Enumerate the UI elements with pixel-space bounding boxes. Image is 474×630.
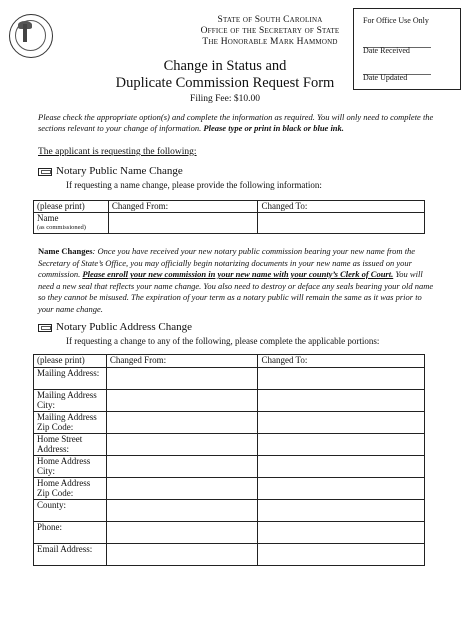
name-changes-lead: Name Changes [38,246,93,256]
title-line-2: Duplicate Commission Request Form [115,75,335,91]
row-label-line-2: Zip Code: [37,422,74,432]
applicant-label: The applicant is requesting the following: [38,147,197,157]
row-label-line-1: County: [37,500,67,510]
name-changed-from-field[interactable] [108,213,258,234]
table-row [34,368,425,390]
address-change-checkbox[interactable] [38,324,52,332]
row-label-line-1: Mailing Address [37,412,97,422]
name-change-heading: Notary Public Name Change [56,165,183,177]
name-change-table [33,200,425,234]
name-changes-text-2: You will need a new seal that reflects your name change. You also need to destroy or deface any seals bearing your old name so they cannot be misused. The expiration of your term as a notary public will remain the same as it was prior to your name change. [38,269,434,314]
changed-from-field[interactable] [106,412,258,434]
name-col-header: Changed From: [108,201,258,213]
row-label-line-1: Home Address [37,478,91,488]
changed-from-field[interactable] [106,434,258,456]
changed-from-field[interactable] [106,390,258,412]
table-row [34,456,425,478]
agency-line-1: State of South Carolina [217,15,323,25]
row-label [34,478,107,500]
date-received-label: Date Received [363,46,410,55]
address-table-header-row [34,355,425,368]
changed-from-field[interactable] [106,478,258,500]
name-change-instruction: If requesting a name change, please provide the following information: [66,180,322,190]
state-seal [9,14,53,58]
row-label [34,456,107,478]
row-label [34,390,107,412]
row-label-line-2: Zip Code: [37,488,74,498]
table-row [34,390,425,412]
changed-to-field[interactable] [258,500,425,522]
row-label-line-2: City: [37,466,56,476]
changed-to-field[interactable] [258,390,425,412]
address-col-header: (please print) [34,355,107,368]
changed-to-field[interactable] [258,434,425,456]
changed-to-field[interactable] [258,412,425,434]
table-row [34,478,425,500]
name-changes-text-1: : Once you have received your new notary public commission bearing your new name from the Secretary of State’s Office, you may officially begin notarizing documents in your new name as issued on your commission. [38,246,416,279]
changed-to-field[interactable] [258,544,425,566]
name-col-header: Changed To: [258,201,425,213]
name-col-header: (please print) [34,201,109,213]
table-row [34,522,425,544]
changed-to-field[interactable] [258,368,425,390]
changed-from-field[interactable] [106,456,258,478]
changed-from-field[interactable] [106,522,258,544]
row-label [34,500,107,522]
row-label-line-2: Address: [37,444,69,454]
row-label-line-1: Phone: [37,522,63,532]
changed-from-field[interactable] [106,500,258,522]
office-use-heading: For Office Use Only [363,16,429,25]
name-table-header-row [34,201,425,213]
agency-line-2: Office of the Secretary of State [200,26,340,36]
name-row-label [34,213,109,234]
intro-ink-note: Please type or print in black or blue ink. [203,123,344,133]
name-changes-note [38,246,438,315]
table-row [34,434,425,456]
row-label [34,522,107,544]
address-change-instruction: If requesting a change to any of the following, please complete the applicable portions: [66,336,380,346]
row-label-line-1: Email Address: [37,544,93,554]
table-row [34,500,425,522]
table-row [34,412,425,434]
date-updated-label: Date Updated [363,73,408,82]
name-changed-to-field[interactable] [258,213,425,234]
row-label-line-2: City: [37,400,56,410]
form-title [95,58,355,92]
row-label-line-1: Home Address [37,456,91,466]
name-label: Name [37,213,59,223]
row-label [34,412,107,434]
filing-fee: Filing Fee: $10.00 [190,94,260,104]
name-changes-underlined: Please enroll your new commission in your new name with your county’s Clerk of Court. [82,269,394,279]
changed-to-field[interactable] [258,522,425,544]
office-use-box [353,8,461,90]
changed-from-field[interactable] [106,368,258,390]
row-label-line-1: Mailing Address: [37,368,100,378]
agency-header [170,15,370,48]
name-sublabel: (as commissioned) [37,224,86,231]
intro-instructions [38,112,438,134]
changed-to-field[interactable] [258,478,425,500]
intro-text: Please check the appropriate option(s) and complete the information as required. You will only need to complete the sections relevant to your change of information. [38,112,434,133]
changed-to-field[interactable] [258,456,425,478]
address-col-header: Changed From: [106,355,258,368]
agency-line-3: The Honorable Mark Hammond [202,37,338,47]
name-change-checkbox[interactable] [38,168,52,176]
changed-from-field[interactable] [106,544,258,566]
address-col-header: Changed To: [258,355,425,368]
row-label-line-1: Mailing Address [37,390,97,400]
row-label [34,368,107,390]
title-line-1: Change in Status and [163,58,287,74]
row-label [34,434,107,456]
name-table-row [34,213,425,234]
address-change-heading: Notary Public Address Change [56,321,192,333]
row-label [34,544,107,566]
row-label-line-1: Home Street [37,434,83,444]
table-row [34,544,425,566]
address-change-table [33,354,425,566]
